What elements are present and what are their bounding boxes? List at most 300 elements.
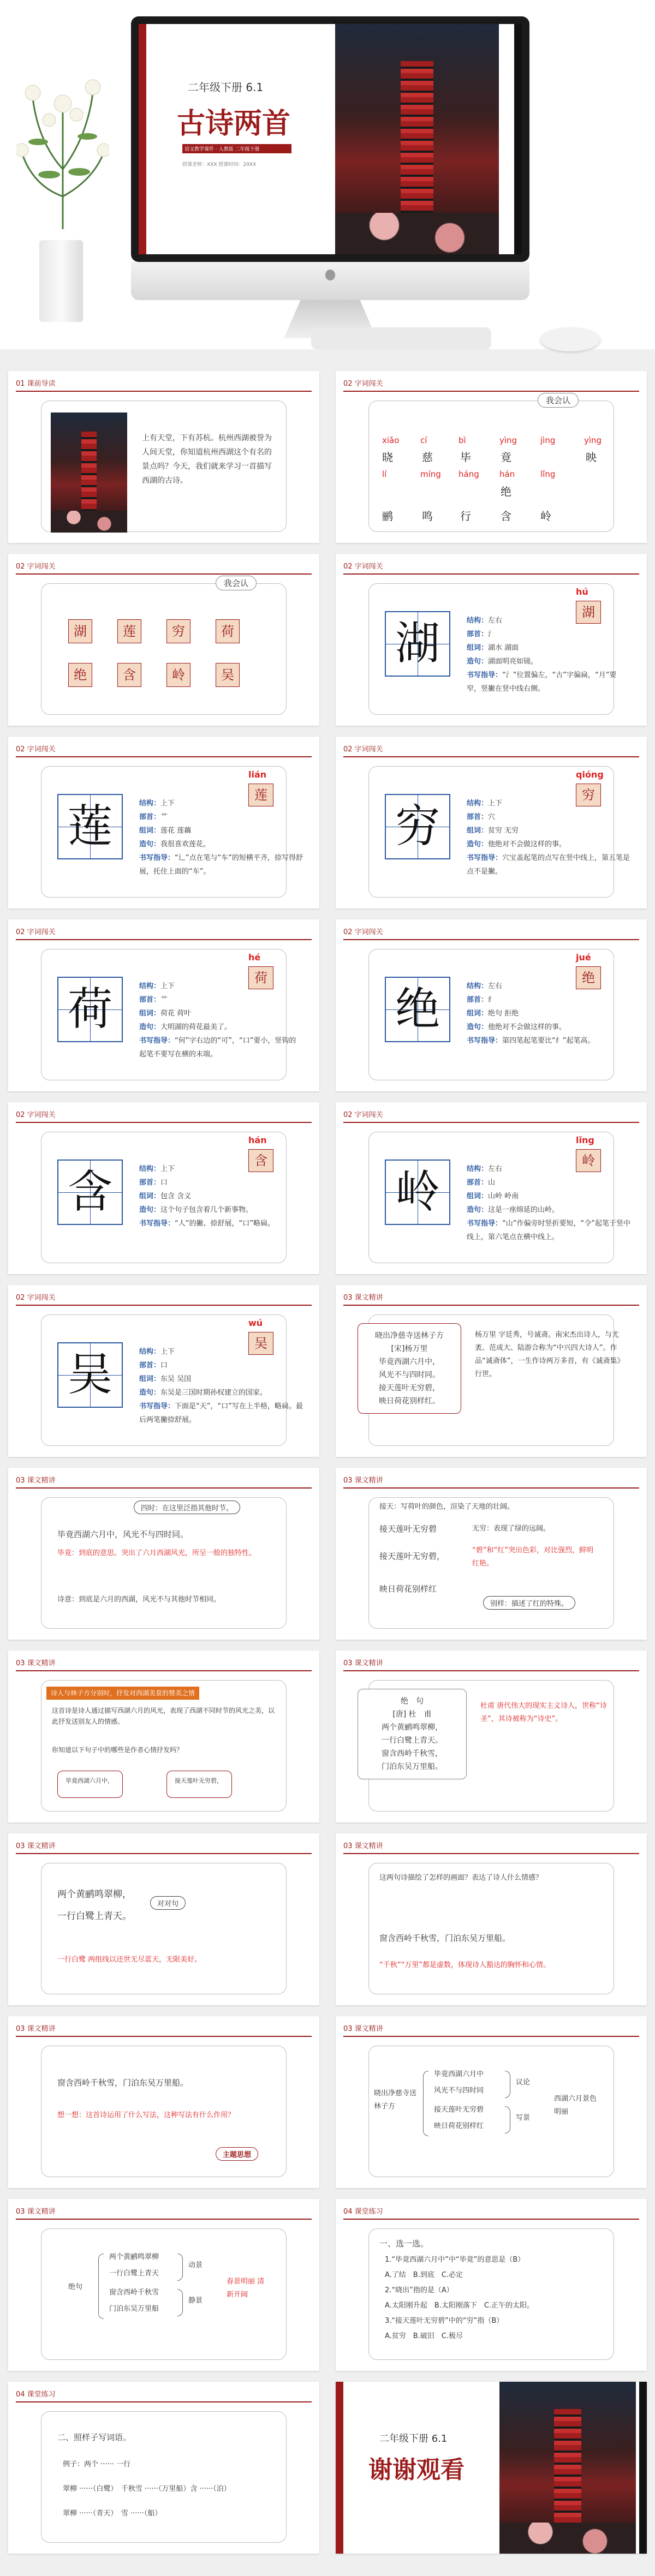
character-box: 吴 (248, 1332, 273, 1355)
info-key: 结构： (139, 799, 161, 808)
slide-tag: 03 课文精讲 (343, 2025, 383, 2033)
info-key: 结构： (139, 982, 161, 990)
info-key: 书写指导： (139, 1037, 175, 1045)
pinyin: yìng (584, 435, 602, 445)
info-key: 结构： (467, 982, 489, 990)
info-value: “氵”位置偏左，“古”字偏扁，“月”要窄，竖撇在竖中线右侧。 (467, 671, 617, 693)
info-value: 这是一座绵延的山岭。 (488, 1206, 559, 1214)
slide-tag: 03 课文精讲 (343, 1477, 383, 1485)
word-box[interactable]: 荷 (216, 619, 240, 643)
info-value: 上下 (160, 799, 175, 808)
bubble: 我会认 (538, 393, 579, 408)
slide-tag: 02 字词闯关 (343, 380, 383, 388)
pinyin: jìng (540, 435, 556, 445)
info-key: 结构： (467, 799, 489, 808)
character-box: 荷 (248, 966, 273, 989)
info-line (139, 1359, 303, 1372)
label: 动景 (188, 2261, 203, 2269)
explain: 接天：写荷叶的颜色，渲染了天地的壮阔。 (379, 1503, 515, 1511)
info-line (139, 1203, 303, 1217)
info-key: 组词： (467, 1192, 489, 1200)
info-key: 书写指导： (467, 854, 503, 862)
info-line (139, 1372, 303, 1386)
info-key: 造句： (467, 658, 489, 666)
info-key: 部首： (467, 813, 489, 821)
info-line (467, 851, 630, 878)
info-key: 组词： (467, 827, 489, 835)
exercise-item: 例子：两个 ······ 一行 (63, 2460, 131, 2469)
poem-line: 风光不与四时同 (434, 2087, 484, 2095)
slide-tag: 02 字词闯关 (343, 1111, 383, 1119)
word-box[interactable]: 穷 (166, 619, 190, 643)
info-value: 他绝对不会做这样的事。 (488, 1023, 567, 1031)
slide-tag: 03 课文精讲 (343, 1842, 383, 1850)
info-key: 造句： (467, 840, 489, 848)
hint-pill: 四时：在这里泛指其他时节。 (134, 1501, 240, 1514)
pagoda-image (335, 24, 499, 254)
character-box: 穷 (576, 784, 601, 806)
character-box: 绝 (576, 966, 601, 989)
slide-tag: 02 字词闯关 (16, 563, 56, 571)
poem-line: 门泊东吴万里船 (109, 2305, 159, 2313)
info-value: 纟 (488, 996, 496, 1004)
question: 你知道以下句子中的哪些是作者心情抒发吗？ (52, 1746, 183, 1754)
poem-title: 绝句 (68, 2283, 83, 2291)
author-note: 杨万里 字廷秀，号诚斋。南宋杰出诗人，与尤袤、范成大、陆游合称为“中兴四大诗人”。作品“诚斋体”，一生作诗两万多首，有《诚斋集》行世。 (475, 1331, 621, 1378)
info-line (467, 1217, 630, 1244)
info-key: 部首： (467, 996, 489, 1004)
info-key: 结构： (139, 1348, 161, 1356)
hanzi: 毕 (460, 451, 471, 464)
character-grid: 含 (57, 1160, 123, 1225)
pinyin: hé (248, 952, 261, 963)
poem-line: 门泊东吴万里船。 (382, 1762, 443, 1771)
red-band (336, 2382, 343, 2554)
info-line (139, 1034, 303, 1061)
info-key: 造句： (139, 1023, 161, 1031)
exercise-item[interactable]: A.太阳刚升起 B.太阳刚落下 C.正午的太阳。 (385, 2302, 534, 2310)
hanzi: 鸣 (422, 510, 433, 523)
info-value: 山岭 岭南 (488, 1192, 519, 1200)
info-line (139, 979, 303, 993)
slide-tag: 02 字词闯关 (16, 928, 56, 936)
slide-char-hu (336, 554, 647, 726)
exercise-title: 二、照样子写词语。 (57, 2432, 132, 2442)
info-key: 部首： (467, 630, 489, 638)
poem-line: 映日荷花别样红 (434, 2122, 484, 2130)
poem-line: 映日荷花别样红 (379, 1584, 437, 1594)
slide-summary-2 (8, 2199, 319, 2371)
slide-tag: 02 字词闯关 (16, 1111, 56, 1119)
mouse (540, 327, 600, 351)
info-value: 左右 (488, 1165, 503, 1173)
slide-end (336, 2382, 647, 2554)
poem-line: 一行白鹭上青天。 (57, 1911, 132, 1922)
info-line (139, 824, 303, 838)
info-line (467, 993, 630, 1007)
slide-poem-7 (336, 1833, 647, 2005)
info-value: 贫穷 无穷 (488, 827, 519, 835)
poem-box (358, 1323, 461, 1414)
quote-box (166, 1771, 232, 1798)
monitor-chin (131, 262, 529, 300)
red-band (139, 24, 146, 254)
info-value: 艹 (160, 813, 168, 821)
pinyin: lián (248, 769, 267, 780)
info-key: 部首： (467, 1179, 489, 1187)
info-value: 东吴是三国时期孙权建立的国家。 (160, 1389, 267, 1397)
monitor (131, 16, 529, 262)
label: 议论 (516, 2078, 531, 2087)
poem-line: 接天莲叶无穷碧 (379, 1524, 437, 1534)
info-key: 组词： (139, 1192, 161, 1200)
poem-line: 两个黄鹂鸣翠柳 (109, 2253, 159, 2261)
info-line (467, 810, 630, 824)
poem-line: 映日荷花别样红。 (379, 1397, 440, 1406)
poem-line: 接天莲叶无穷碧， (175, 1777, 223, 1784)
slide-poem-8 (8, 2016, 319, 2188)
intro-text: 上有天堂，下有苏杭。杭州西湖被誉为人间天堂，你知道杭州西湖这个有名的景点吗？今天，我们就来学习一首描写西湖的古诗。 (142, 434, 272, 485)
character-info (139, 1345, 303, 1427)
info-value: 氵 (488, 630, 496, 638)
poem-line: 毕竟西湖六月中 (434, 2070, 484, 2078)
info-value: 口 (160, 1361, 168, 1370)
slide-tag: 03 课文精讲 (16, 1659, 56, 1667)
info-value: 山 (488, 1179, 496, 1187)
info-line (139, 1345, 303, 1359)
info-line (139, 1386, 303, 1400)
info-value: 上下 (488, 799, 503, 808)
word-box[interactable]: 湖 (68, 619, 92, 643)
pinyin: hán (248, 1135, 267, 1145)
slide-tag: 03 课文精讲 (343, 1659, 383, 1667)
slide-tag: 04 课堂练习 (343, 2208, 383, 2216)
info-value: 我很喜欢莲花。 (160, 840, 211, 848)
poem-line: 毕竟西湖六月中， (66, 1777, 114, 1784)
hanzi: 岭 (540, 510, 551, 523)
info-value: 上下 (160, 1165, 175, 1173)
character-info (139, 1162, 303, 1230)
info-line (467, 1176, 630, 1190)
info-key: 组词： (467, 644, 489, 652)
info-line (467, 1034, 630, 1048)
info-key: 书写指导： (139, 1220, 175, 1228)
slide-exercise-2 (8, 2382, 319, 2554)
body-text: 这首诗是诗人通过描写西湖六月的风光，表现了西湖不同时节的风光之美，以此抒发送别友人的情感。 (52, 1707, 275, 1725)
info-value: 东吴 吴国 (160, 1375, 192, 1383)
explain: “千秋”“万里”都是虚数，体现诗人豁达的胸怀和心情。 (379, 1961, 550, 1969)
info-value: 左右 (488, 982, 503, 990)
character-box: 莲 (248, 784, 273, 806)
slide-intro (8, 371, 319, 543)
info-key: 组词： (139, 1375, 161, 1383)
word-box[interactable]: 岭 (166, 663, 190, 687)
word-box[interactable]: 含 (117, 663, 141, 687)
info-line (467, 1190, 630, 1203)
slide-tag: 03 课文精讲 (16, 1842, 56, 1850)
slide-tag: 03 课文精讲 (343, 1294, 383, 1302)
info-line (467, 797, 630, 810)
heading-bar: 诗人与林子方分别时，抒发对西湖美景的赞美之情 (46, 1687, 199, 1700)
pinyin: xiǎo (382, 435, 400, 445)
poem-line: 窗含西岭千秋雪，门泊东吴万里船。 (379, 1933, 511, 1943)
label: 静景 (188, 2297, 203, 2305)
flower-plant-image (16, 33, 109, 229)
info-value: 上下 (160, 982, 175, 990)
pinyin: jué (576, 952, 591, 963)
slide-poem-4 (8, 1651, 319, 1822)
hanzi: 行 (460, 510, 471, 523)
info-line (467, 1007, 630, 1020)
exercise-item[interactable]: 翠柳 ······（青天） 雪 ······（船） (63, 2509, 162, 2518)
word-box[interactable]: 莲 (117, 619, 141, 643)
slide-tag: 02 字词闯关 (16, 745, 56, 754)
pinyin: lí (382, 469, 387, 479)
info-key: 造句： (467, 1023, 489, 1031)
vase (39, 240, 83, 322)
hint-pill: 对对句 (150, 1896, 186, 1910)
exercise-item: 1.“毕竟西湖六月中”中“毕竟”的意思是（B） (385, 2256, 525, 2264)
info-value: 口 (160, 1179, 168, 1187)
info-value: 他绝对不会做这样的事。 (488, 840, 567, 848)
info-line (467, 655, 630, 668)
info-key: 部首： (139, 813, 161, 821)
keyboard (311, 327, 491, 349)
info-value: 这个句子包含着几个新事物。 (160, 1206, 253, 1214)
info-value: 穴宝盖起笔的点写在竖中线上，第五笔是点不是撇。 (467, 854, 630, 876)
slide-recognize-1 (336, 371, 647, 543)
poem-box (358, 1689, 467, 1779)
slide-tag: 03 课文精讲 (16, 2208, 56, 2216)
info-line (139, 993, 303, 1007)
pinyin: míng (420, 469, 441, 479)
info-line (139, 797, 303, 810)
poem-line: 两个黄鹂鸣翠柳， (382, 1723, 443, 1732)
pinyin: lǐng (576, 1135, 594, 1145)
slide-poem-6 (8, 1833, 319, 2005)
info-key: 组词： (139, 827, 161, 835)
info-value: 大明湖的荷花最美了。 (160, 1023, 232, 1031)
info-value: “人”的撇、捺舒展，“口”略扁。 (175, 1220, 275, 1228)
info-key: 部首： (139, 1361, 161, 1370)
character-grid: 吴 (57, 1342, 123, 1408)
exercise-item: 3.“接天莲叶无穷碧”中的“穷”指（B） (385, 2317, 504, 2325)
info-line (467, 1162, 630, 1176)
info-value: 穴 (488, 813, 496, 821)
character-info (467, 614, 630, 696)
cover-grade: 二年级下册 6.1 (188, 81, 264, 94)
question: 想一想：这首诗运用了什么写法，这种写法有什么作用？ (57, 2111, 235, 2119)
pinyin: cí (420, 435, 427, 445)
info-key: 造句： (467, 1206, 489, 1214)
cover-slide (139, 24, 522, 254)
info-key: 造句： (139, 840, 161, 848)
info-key: 结构： (139, 1165, 161, 1173)
exercise-item[interactable]: A.贫穷 B.破旧 C.极尽 (385, 2332, 463, 2340)
character-grid: 湖 (385, 611, 450, 677)
info-key: 结构： (467, 1165, 489, 1173)
slide-char-qiong (336, 737, 647, 909)
explain: 无穷：表现了绿的远阔。 (472, 1525, 551, 1533)
info-value: 下面是“天”，“口”写在上半格，略扁。最后两笔撇捺舒展。 (139, 1402, 303, 1424)
slide-char-wu (8, 1285, 319, 1457)
quote-box (57, 1771, 123, 1798)
character-box: 湖 (576, 601, 601, 624)
pinyin: hú (576, 587, 588, 597)
question: 这两句诗描绘了怎样的画面？表达了诗人什么情感？ (379, 1874, 543, 1882)
slide-char-ling (336, 1102, 647, 1274)
info-value: 荷花 荷叶 (160, 1009, 192, 1018)
info-line (467, 668, 630, 696)
info-line (139, 838, 303, 851)
slide-tag: 01 课前导读 (16, 380, 56, 388)
info-value: 湖面明亮如镜。 (488, 658, 538, 666)
character-grid: 穷 (385, 794, 450, 859)
slide-tag: 02 字词闯关 (343, 745, 383, 754)
theme-label: 主题思想 (216, 2147, 258, 2161)
poem-title: 晓出净慈寺送林子方 (374, 2089, 417, 2111)
exercise-title: 一、选一选。 (379, 2239, 429, 2249)
character-grid: 绝 (385, 977, 450, 1042)
slide-exercise-1 (336, 2199, 647, 2371)
meaning: 诗意：到底是六月的西湖，风光不与其他时节相同。 (57, 1595, 221, 1604)
poem-line: 一行白鹭上青天。 (382, 1736, 443, 1745)
info-key: 组词： (467, 1009, 489, 1018)
character-grid: 岭 (385, 1160, 450, 1225)
exercise-item: 2.“晓出”指的是（A） (385, 2286, 454, 2294)
explain: 一行白鹭 两组线以还世无尽蓝天，无限美好。 (57, 1956, 202, 1964)
hanzi: 含 (501, 510, 511, 523)
info-value: 第四笔起笔要比“纟”起笔高。 (502, 1037, 595, 1045)
pagoda-image (51, 413, 127, 533)
poem-line: 窗含西岭千秋雪，门泊东吴万里船。 (57, 2078, 189, 2088)
info-line (467, 627, 630, 641)
poem-title: 晓出净慈寺送林子方 (375, 1331, 444, 1340)
info-line (467, 641, 630, 655)
apple-logo-icon (325, 270, 335, 280)
pinyin: yìng (499, 435, 517, 445)
character-box: 含 (248, 1149, 273, 1172)
slide-tag: 03 课文精讲 (16, 2025, 56, 2033)
explain: 毕竟：到底的意思。突出了六月西湖风光，所呈一般的独特性。 (57, 1549, 257, 1557)
poem-line: 窗含西岭千秋雪， (382, 1749, 443, 1758)
info-key: 部首： (139, 1179, 161, 1187)
info-value: 湖水 湖面 (488, 644, 519, 652)
hanzi: 映 (586, 451, 597, 464)
info-line (139, 1007, 303, 1020)
info-key: 书写指导： (139, 1402, 175, 1410)
info-line (467, 824, 630, 838)
poem-line: 接天莲叶无穷碧 (434, 2106, 484, 2114)
pinyin: hán (499, 469, 515, 479)
poem-author: [唐] 杜 甫 (392, 1710, 432, 1719)
exercise-item[interactable]: 翠柳 ······（白鹭） 千秋雪 ······（万里船）含 ······（泊） (63, 2485, 231, 2493)
character-info (139, 797, 303, 878)
dark-band (514, 24, 522, 254)
info-value: “山”作偏旁时竖折要短，“令”起笔于竖中线上，第六笔点在横中线上。 (467, 1220, 630, 1241)
word-box[interactable]: 绝 (68, 663, 92, 687)
info-key: 书写指导： (467, 671, 503, 679)
explain: “碧”和“红”突出色彩，对比强烈，鲜明红艳。 (472, 1546, 593, 1568)
hanzi: 晓 (382, 451, 393, 464)
slide-poem-2 (8, 1468, 319, 1640)
character-box: 岭 (576, 1149, 601, 1172)
pagoda-image (499, 2382, 636, 2554)
summary: 春景明丽 清新开阔 (227, 2278, 265, 2299)
poem-line: 一行白鹭上青天 (109, 2269, 159, 2278)
info-value: 左右 (488, 617, 503, 625)
info-line (139, 1190, 303, 1203)
character-grid: 莲 (57, 794, 123, 859)
info-value: 莲花 莲藕 (160, 827, 192, 835)
hero-mockup (0, 0, 655, 349)
slide-recognize-2 (8, 554, 319, 726)
poem-line: 毕竟西湖六月中， (379, 1358, 440, 1366)
poem-line: 接天莲叶无穷碧， (379, 1384, 440, 1392)
slide-tag: 02 字词闯关 (16, 1294, 56, 1302)
character-info (139, 979, 303, 1061)
info-key: 书写指导： (139, 854, 175, 862)
summary: 西湖六月景色明丽 (554, 2095, 597, 2116)
info-line (467, 1203, 630, 1217)
end-title: 谢谢观看 (368, 2456, 465, 2484)
info-key: 结构： (467, 617, 489, 625)
info-key: 书写指导： (467, 1220, 503, 1228)
slide-tag: 02 字词闯关 (343, 563, 383, 571)
info-line (139, 1400, 303, 1427)
slide-poem-3 (336, 1468, 647, 1640)
slide-poem-5 (336, 1651, 647, 1822)
info-line (139, 810, 303, 824)
info-line (467, 838, 630, 851)
cover-sub2: 授课老师：XXX 授课时间：20XX (182, 162, 257, 168)
cover-title: 古诗两首 (177, 107, 291, 140)
poem-line: 风光不与四时同。 (379, 1371, 440, 1379)
info-line (139, 851, 303, 878)
dark-band (639, 2382, 647, 2554)
info-value: 绝句 拒绝 (488, 1009, 519, 1018)
slide-char-lian (8, 737, 319, 909)
pinyin: wú (248, 1318, 263, 1328)
info-line (139, 1162, 303, 1176)
info-value: 艹 (160, 996, 168, 1004)
info-key: 组词： (139, 1009, 161, 1018)
character-info (467, 1162, 630, 1244)
cover-sub1: 语文教学课件 · 人教版 二年级下册 (182, 144, 291, 153)
info-key: 书写指导： (467, 1037, 503, 1045)
hanzi: 鹂 (382, 510, 393, 523)
info-key: 部首： (139, 996, 161, 1004)
slide-tag: 04 课堂练习 (16, 2390, 56, 2399)
slide-char-he (8, 919, 319, 1091)
slide-tag: 03 课文精讲 (16, 1477, 56, 1485)
pinyin: qióng (576, 769, 604, 780)
poem-author: [宋]杨万里 (391, 1344, 428, 1353)
character-info (467, 979, 630, 1048)
slide-summary-1 (336, 2016, 647, 2188)
character-info (467, 797, 630, 878)
info-value: 包含 含义 (160, 1192, 192, 1200)
poem-line: 窗含西岭千秋雪 (109, 2288, 159, 2297)
hanzi: 慈 (422, 451, 433, 464)
end-grade: 二年级下册 6.1 (379, 2433, 448, 2444)
poem-line: 毕竟西湖六月中，风光不与四时同。 (57, 1529, 189, 1539)
exercise-item[interactable]: A.了结 B.到底 C.必定 (385, 2271, 463, 2279)
word-box[interactable]: 吴 (216, 663, 240, 687)
poem-line: 接天莲叶无穷碧， (379, 1551, 445, 1561)
info-line (139, 1217, 303, 1230)
hanzi: 绝 (501, 485, 511, 498)
